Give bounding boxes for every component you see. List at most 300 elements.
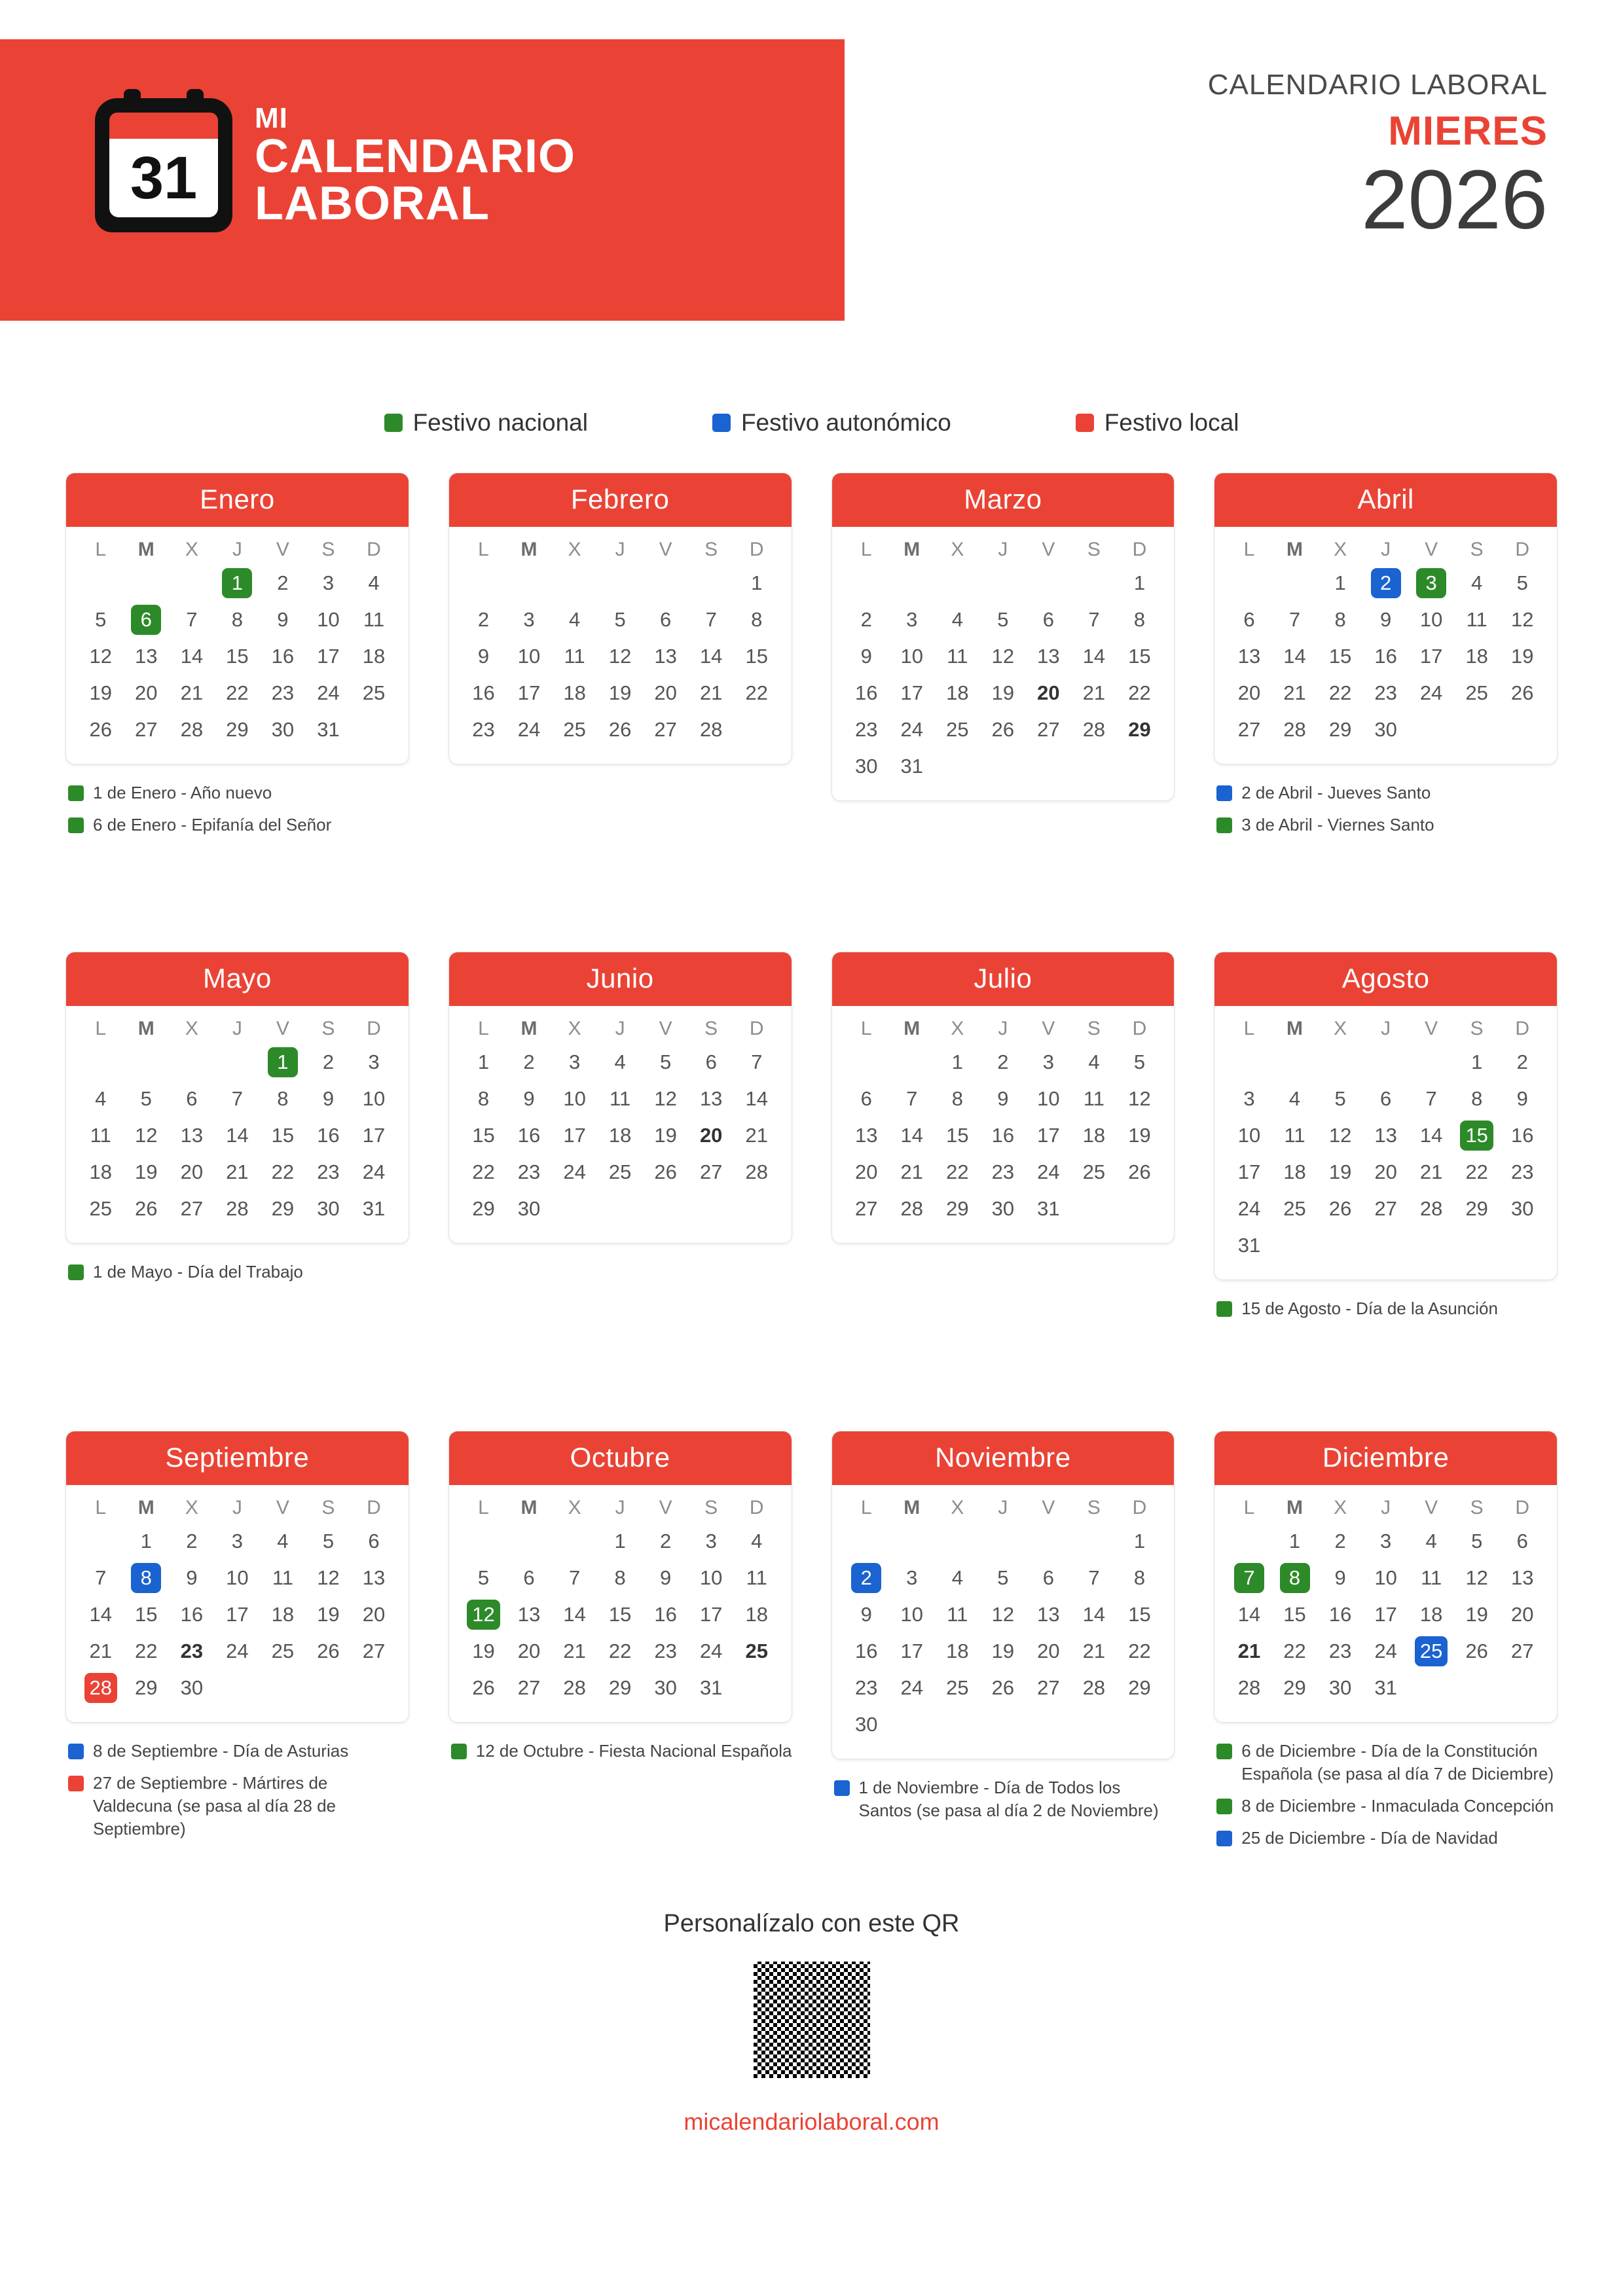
month-notes [1214, 1740, 1558, 1859]
weekday-label: D [367, 1497, 381, 1518]
month-cell [831, 473, 1175, 931]
day-cell: 17 [317, 645, 340, 668]
day-cell: 13 [1037, 645, 1060, 668]
day-cell: 10 [563, 1087, 586, 1110]
day-cell: 27 [180, 1197, 204, 1220]
day-cell: 22 [946, 1160, 969, 1183]
brand-line-2: CALENDARIO [255, 130, 575, 183]
day-cell: 11 [610, 1087, 631, 1110]
day-cell [844, 1561, 890, 1595]
day-cell: 29 [271, 1197, 295, 1220]
weekday-header [832, 1485, 1175, 1522]
day-cell: 16 [855, 681, 878, 704]
day-cell: 13 [1510, 1566, 1534, 1589]
day-cell: 25 [946, 718, 969, 741]
day-cell: 10 [517, 645, 541, 668]
day-cell: 7 [705, 608, 717, 631]
holiday-nacional: 12 [467, 1600, 500, 1630]
day-cell: 5 [660, 1050, 672, 1073]
brand-logo-text [255, 101, 575, 230]
legend-label: Festivo nacional [412, 409, 588, 436]
day-cell: 23 [180, 1640, 204, 1662]
month-notes [1214, 1297, 1558, 1329]
weekday-label: D [749, 1497, 764, 1518]
day-cell: 17 [362, 1124, 386, 1147]
day-cell: 22 [135, 1640, 158, 1662]
day-cell: 14 [226, 1124, 249, 1147]
day-cell: 21 [1237, 1640, 1261, 1662]
day-grid [832, 564, 1175, 800]
weekday-label: L [478, 539, 489, 560]
day-cell: 24 [517, 718, 541, 741]
day-cell: 4 [751, 1530, 763, 1552]
day-cell: 20 [855, 1160, 878, 1183]
day-cell: 2 [1516, 1050, 1528, 1073]
day-cell: 21 [1082, 1640, 1106, 1662]
day-cell: 6 [1042, 608, 1055, 631]
day-cell: 24 [362, 1160, 386, 1183]
day-cell: 4 [614, 1050, 626, 1073]
day-cell: 23 [271, 681, 295, 704]
day-cell: 24 [1419, 681, 1443, 704]
note-swatch-autonomico [834, 1780, 850, 1796]
day-cell [1272, 1561, 1318, 1595]
day-cell: 20 [1374, 1160, 1397, 1183]
weekday-label: D [367, 1018, 381, 1039]
month-title: Enero [66, 473, 409, 527]
weekday-label: D [1515, 539, 1530, 560]
day-cell: 30 [180, 1676, 204, 1699]
day-cell: 23 [855, 718, 878, 741]
day-cell: 18 [1419, 1603, 1443, 1626]
day-cell: 20 [1237, 681, 1261, 704]
weekday-label: L [1243, 1497, 1255, 1518]
weekday-header [66, 1485, 409, 1522]
day-cell [124, 603, 170, 637]
holiday-nacional: 1 [222, 568, 252, 598]
day-cell: 9 [860, 1603, 872, 1626]
day-cell: 22 [608, 1640, 632, 1662]
day-cell: 13 [1237, 645, 1261, 668]
day-grid [832, 1522, 1175, 1759]
holiday-note [68, 781, 409, 804]
month-cell [65, 473, 409, 931]
weekday-label: M [520, 539, 538, 560]
day-cell: 7 [906, 1087, 918, 1110]
day-cell [1454, 1119, 1500, 1153]
day-cell: 23 [1510, 1160, 1534, 1183]
note-text: 8 de Diciembre - Inmaculada Concepción [1241, 1796, 1554, 1816]
day-cell: 1 [1471, 1050, 1483, 1073]
day-cell: 7 [186, 608, 198, 631]
day-cell: 21 [563, 1640, 586, 1662]
weekday-label: V [276, 539, 289, 560]
day-cell: 12 [1328, 1124, 1352, 1147]
day-cell: 1 [1334, 571, 1346, 594]
day-cell: 13 [1374, 1124, 1397, 1147]
day-cell: 14 [1082, 645, 1106, 668]
day-cell: 27 [855, 1197, 878, 1220]
day-cell: 5 [322, 1530, 335, 1552]
day-cell: 30 [654, 1676, 677, 1699]
day-cell: 21 [89, 1640, 112, 1662]
day-cell: 9 [660, 1566, 672, 1589]
month-card [831, 952, 1175, 1244]
day-cell: 28 [1283, 718, 1306, 741]
holiday-note [1216, 1297, 1558, 1320]
day-cell [124, 1561, 170, 1595]
weekday-label: M [137, 1018, 155, 1039]
day-cell: 11 [1421, 1566, 1442, 1589]
day-cell: 23 [517, 1160, 541, 1183]
weekday-label: L [95, 539, 107, 560]
weekday-label: J [615, 1497, 625, 1518]
day-cell: 30 [1510, 1197, 1534, 1220]
note-swatch-autonomico [1216, 785, 1232, 801]
note-swatch-nacional [68, 1265, 84, 1280]
day-cell: 16 [1328, 1603, 1352, 1626]
day-cell: 26 [1510, 681, 1534, 704]
weekday-label: X [951, 539, 964, 560]
day-cell: 29 [1283, 1676, 1306, 1699]
legend-item-local [1076, 409, 1239, 437]
day-cell: 28 [699, 718, 723, 741]
day-cell: 17 [1037, 1124, 1060, 1147]
day-cell: 7 [751, 1050, 763, 1073]
weekday-label: X [951, 1497, 964, 1518]
month-title: Marzo [832, 473, 1175, 527]
weekday-label: D [1515, 1497, 1530, 1518]
note-text: 12 de Octubre - Fiesta Nacional Española [475, 1741, 792, 1761]
day-cell: 11 [363, 608, 385, 631]
weekday-label: S [1087, 539, 1101, 560]
weekday-header [832, 1006, 1175, 1043]
month-cell [448, 1431, 792, 1889]
day-cell: 19 [1128, 1124, 1151, 1147]
day-cell: 25 [608, 1160, 632, 1183]
day-cell: 12 [1465, 1566, 1488, 1589]
day-grid [1214, 564, 1557, 764]
day-cell: 1 [751, 571, 763, 594]
day-cell: 14 [1283, 645, 1306, 668]
day-cell: 8 [477, 1087, 490, 1110]
day-cell: 28 [900, 1197, 924, 1220]
weekday-header [66, 1006, 409, 1043]
day-cell: 18 [89, 1160, 112, 1183]
day-cell: 4 [277, 1530, 289, 1552]
note-swatch-nacional [1216, 1301, 1232, 1317]
weekday-label: S [1470, 1018, 1484, 1039]
day-cell: 25 [745, 1640, 768, 1662]
day-cell: 23 [991, 1160, 1015, 1183]
day-grid [449, 564, 792, 764]
weekday-label: X [568, 539, 581, 560]
note-text: 1 de Mayo - Día del Trabajo [93, 1262, 303, 1282]
month-card [831, 473, 1175, 801]
day-cell: 9 [277, 608, 289, 631]
day-cell: 17 [1374, 1603, 1397, 1626]
day-cell: 30 [855, 1713, 878, 1736]
day-cell: 15 [135, 1603, 158, 1626]
day-cell: 17 [1419, 645, 1443, 668]
day-cell [1408, 566, 1454, 600]
day-cell: 31 [1374, 1676, 1397, 1699]
weekday-label: S [704, 1018, 718, 1039]
weekday-label: V [276, 1497, 289, 1518]
weekday-header [1214, 1485, 1557, 1522]
day-cell: 5 [1471, 1530, 1483, 1552]
day-cell: 11 [564, 645, 585, 668]
holiday-local: 28 [84, 1673, 117, 1703]
day-cell: 26 [654, 1160, 677, 1183]
month-cell [65, 952, 409, 1410]
weekday-label: S [1470, 539, 1484, 560]
month-cell [1214, 473, 1558, 931]
day-cell: 27 [1374, 1197, 1397, 1220]
month-card [831, 1431, 1175, 1759]
day-cell: 1 [951, 1050, 963, 1073]
weekday-label: J [998, 1018, 1008, 1039]
day-cell: 18 [563, 681, 586, 704]
day-cell: 20 [1037, 1640, 1060, 1662]
day-cell: 25 [946, 1676, 969, 1699]
day-cell: 26 [1128, 1160, 1151, 1183]
day-cell: 27 [362, 1640, 386, 1662]
day-cell: 4 [95, 1087, 107, 1110]
month-cell [65, 1431, 409, 1889]
day-cell: 7 [95, 1566, 107, 1589]
note-text: 8 de Septiembre - Día de Asturias [93, 1741, 349, 1761]
day-cell: 25 [1283, 1197, 1306, 1220]
day-cell: 17 [517, 681, 541, 704]
day-cell: 27 [1037, 718, 1060, 741]
weekday-label: V [276, 1018, 289, 1039]
day-cell: 19 [89, 681, 112, 704]
day-cell: 4 [951, 608, 963, 631]
day-cell: 21 [1283, 681, 1306, 704]
day-cell: 13 [135, 645, 158, 668]
day-cell: 29 [1128, 1676, 1151, 1699]
day-cell: 17 [900, 1640, 924, 1662]
month-card [1214, 473, 1558, 764]
weekday-label: X [951, 1018, 964, 1039]
weekday-label: J [232, 1018, 242, 1039]
day-cell: 23 [855, 1676, 878, 1699]
month-card [65, 473, 409, 764]
holiday-note [68, 1772, 409, 1840]
weekday-label: V [1425, 539, 1438, 560]
day-cell: 22 [1283, 1640, 1306, 1662]
weekday-label: V [659, 1497, 672, 1518]
day-cell: 11 [1083, 1087, 1105, 1110]
day-cell: 10 [226, 1566, 249, 1589]
holiday-note [451, 1740, 792, 1763]
day-cell: 2 [660, 1530, 672, 1552]
day-cell: 29 [608, 1676, 632, 1699]
day-cell: 28 [1082, 718, 1106, 741]
day-cell: 29 [472, 1197, 495, 1220]
day-cell: 26 [1465, 1640, 1488, 1662]
day-cell: 14 [1237, 1603, 1261, 1626]
weekday-label: S [1087, 1497, 1101, 1518]
note-text: 6 de Enero - Epifanía del Señor [93, 815, 332, 835]
quarter-row-2 [65, 952, 1558, 1410]
day-cell: 28 [563, 1676, 586, 1699]
day-cell: 8 [231, 608, 243, 631]
day-cell: 14 [745, 1087, 768, 1110]
day-cell: 24 [699, 1640, 723, 1662]
day-cell: 31 [900, 755, 924, 778]
day-cell: 29 [135, 1676, 158, 1699]
day-cell: 20 [1037, 681, 1060, 704]
day-cell: 1 [614, 1530, 626, 1552]
weekday-header [832, 527, 1175, 564]
day-cell: 1 [1133, 571, 1146, 594]
weekday-label: M [137, 1497, 155, 1518]
day-cell: 24 [900, 718, 924, 741]
day-cell: 30 [271, 718, 295, 741]
day-cell: 9 [860, 645, 872, 668]
day-cell: 21 [1082, 681, 1106, 704]
day-cell: 6 [1516, 1530, 1528, 1552]
day-cell: 25 [563, 718, 586, 741]
holiday-autonomico: 25 [1415, 1636, 1448, 1666]
day-cell: 15 [745, 645, 768, 668]
day-cell: 5 [1133, 1050, 1146, 1073]
weekday-label: M [520, 1018, 538, 1039]
month-title: Septiembre [66, 1431, 409, 1485]
website-link[interactable]: micalendariolaboral.com [684, 2108, 939, 2135]
day-cell: 2 [277, 571, 289, 594]
day-cell: 9 [186, 1566, 198, 1589]
day-cell: 16 [271, 645, 295, 668]
note-text: 3 de Abril - Viernes Santo [1241, 815, 1434, 835]
day-cell: 10 [1374, 1566, 1397, 1589]
day-cell: 31 [362, 1197, 386, 1220]
note-swatch-local [68, 1776, 84, 1791]
day-cell: 22 [472, 1160, 495, 1183]
day-grid [66, 1043, 409, 1243]
day-cell: 11 [90, 1124, 111, 1147]
header-title-block [1207, 69, 1548, 247]
month-card [448, 952, 792, 1244]
header-city: MIERES [1388, 109, 1548, 154]
legend [0, 409, 1623, 437]
day-cell: 9 [1379, 608, 1392, 631]
weekday-label: S [1087, 1018, 1101, 1039]
weekday-label: D [1132, 1018, 1147, 1039]
day-cell: 14 [900, 1124, 924, 1147]
note-text: 25 de Diciembre - Día de Navidad [1241, 1828, 1498, 1848]
header-subtitle: CALENDARIO LABORAL [1207, 69, 1548, 101]
day-cell: 26 [135, 1197, 158, 1220]
day-cell: 1 [477, 1050, 490, 1073]
day-cell: 4 [368, 571, 380, 594]
holiday-nacional: 15 [1460, 1121, 1493, 1151]
weekday-label: X [1334, 1018, 1347, 1039]
weekday-label: L [860, 539, 872, 560]
day-cell: 1 [1133, 1530, 1146, 1552]
day-cell: 8 [614, 1566, 626, 1589]
day-cell: 10 [1419, 608, 1443, 631]
weekday-label: M [520, 1497, 538, 1518]
day-cell: 17 [699, 1603, 723, 1626]
holiday-note [1216, 781, 1558, 804]
day-cell: 26 [991, 1676, 1015, 1699]
day-cell: 17 [226, 1603, 249, 1626]
day-cell: 24 [1237, 1197, 1261, 1220]
note-text: 6 de Diciembre - Día de la Constitución Española (se pasa al día 7 de Diciembre) [1241, 1741, 1554, 1784]
day-cell: 13 [699, 1087, 723, 1110]
day-cell [1363, 566, 1409, 600]
weekday-label: D [367, 539, 381, 560]
day-cell: 28 [226, 1197, 249, 1220]
day-cell: 14 [563, 1603, 586, 1626]
note-text: 15 de Agosto - Día de la Asunción [1241, 1299, 1498, 1318]
day-cell: 18 [362, 645, 386, 668]
day-grid [1214, 1043, 1557, 1280]
day-cell: 15 [1128, 1603, 1151, 1626]
day-cell: 22 [1465, 1160, 1488, 1183]
weekday-label: D [749, 539, 764, 560]
month-card [448, 1431, 792, 1723]
calendar-grid [0, 473, 1623, 1889]
day-cell: 13 [654, 645, 677, 668]
weekday-header [449, 527, 792, 564]
day-cell [215, 566, 261, 600]
day-cell: 15 [472, 1124, 495, 1147]
day-cell: 3 [705, 1530, 717, 1552]
weekday-label: D [1132, 1497, 1147, 1518]
day-cell: 21 [745, 1124, 768, 1147]
brand-line-3: LABORAL [255, 177, 490, 230]
page-header [0, 0, 1623, 357]
day-cell: 19 [608, 681, 632, 704]
month-notes [831, 1776, 1175, 1831]
weekday-label: M [1286, 1497, 1304, 1518]
weekday-label: L [95, 1018, 107, 1039]
quarter-row-1 [65, 473, 1558, 931]
day-cell: 23 [1328, 1640, 1352, 1662]
day-cell: 19 [1465, 1603, 1488, 1626]
day-cell: 8 [951, 1087, 963, 1110]
month-title: Noviembre [832, 1431, 1175, 1485]
weekday-label: X [185, 539, 198, 560]
day-cell: 18 [946, 1640, 969, 1662]
day-cell: 11 [746, 1566, 767, 1589]
day-cell: 16 [654, 1603, 677, 1626]
day-cell: 2 [523, 1050, 535, 1073]
weekday-label: L [1243, 539, 1255, 560]
note-swatch-nacional [68, 785, 84, 801]
weekday-header [1214, 527, 1557, 564]
note-swatch-nacional [1216, 817, 1232, 833]
qr-code-image[interactable] [750, 1958, 874, 2082]
day-cell: 30 [1374, 718, 1397, 741]
day-cell: 3 [568, 1050, 581, 1073]
day-cell: 19 [991, 681, 1015, 704]
day-cell: 20 [1510, 1603, 1534, 1626]
holiday-autonomico: 8 [131, 1563, 161, 1593]
day-cell: 16 [1510, 1124, 1534, 1147]
day-cell: 27 [699, 1160, 723, 1183]
day-cell: 26 [1328, 1197, 1352, 1220]
day-cell: 8 [751, 608, 763, 631]
day-cell: 5 [997, 608, 1009, 631]
day-cell: 9 [1516, 1087, 1528, 1110]
month-notes [65, 781, 409, 846]
note-swatch-nacional [1216, 1799, 1232, 1814]
